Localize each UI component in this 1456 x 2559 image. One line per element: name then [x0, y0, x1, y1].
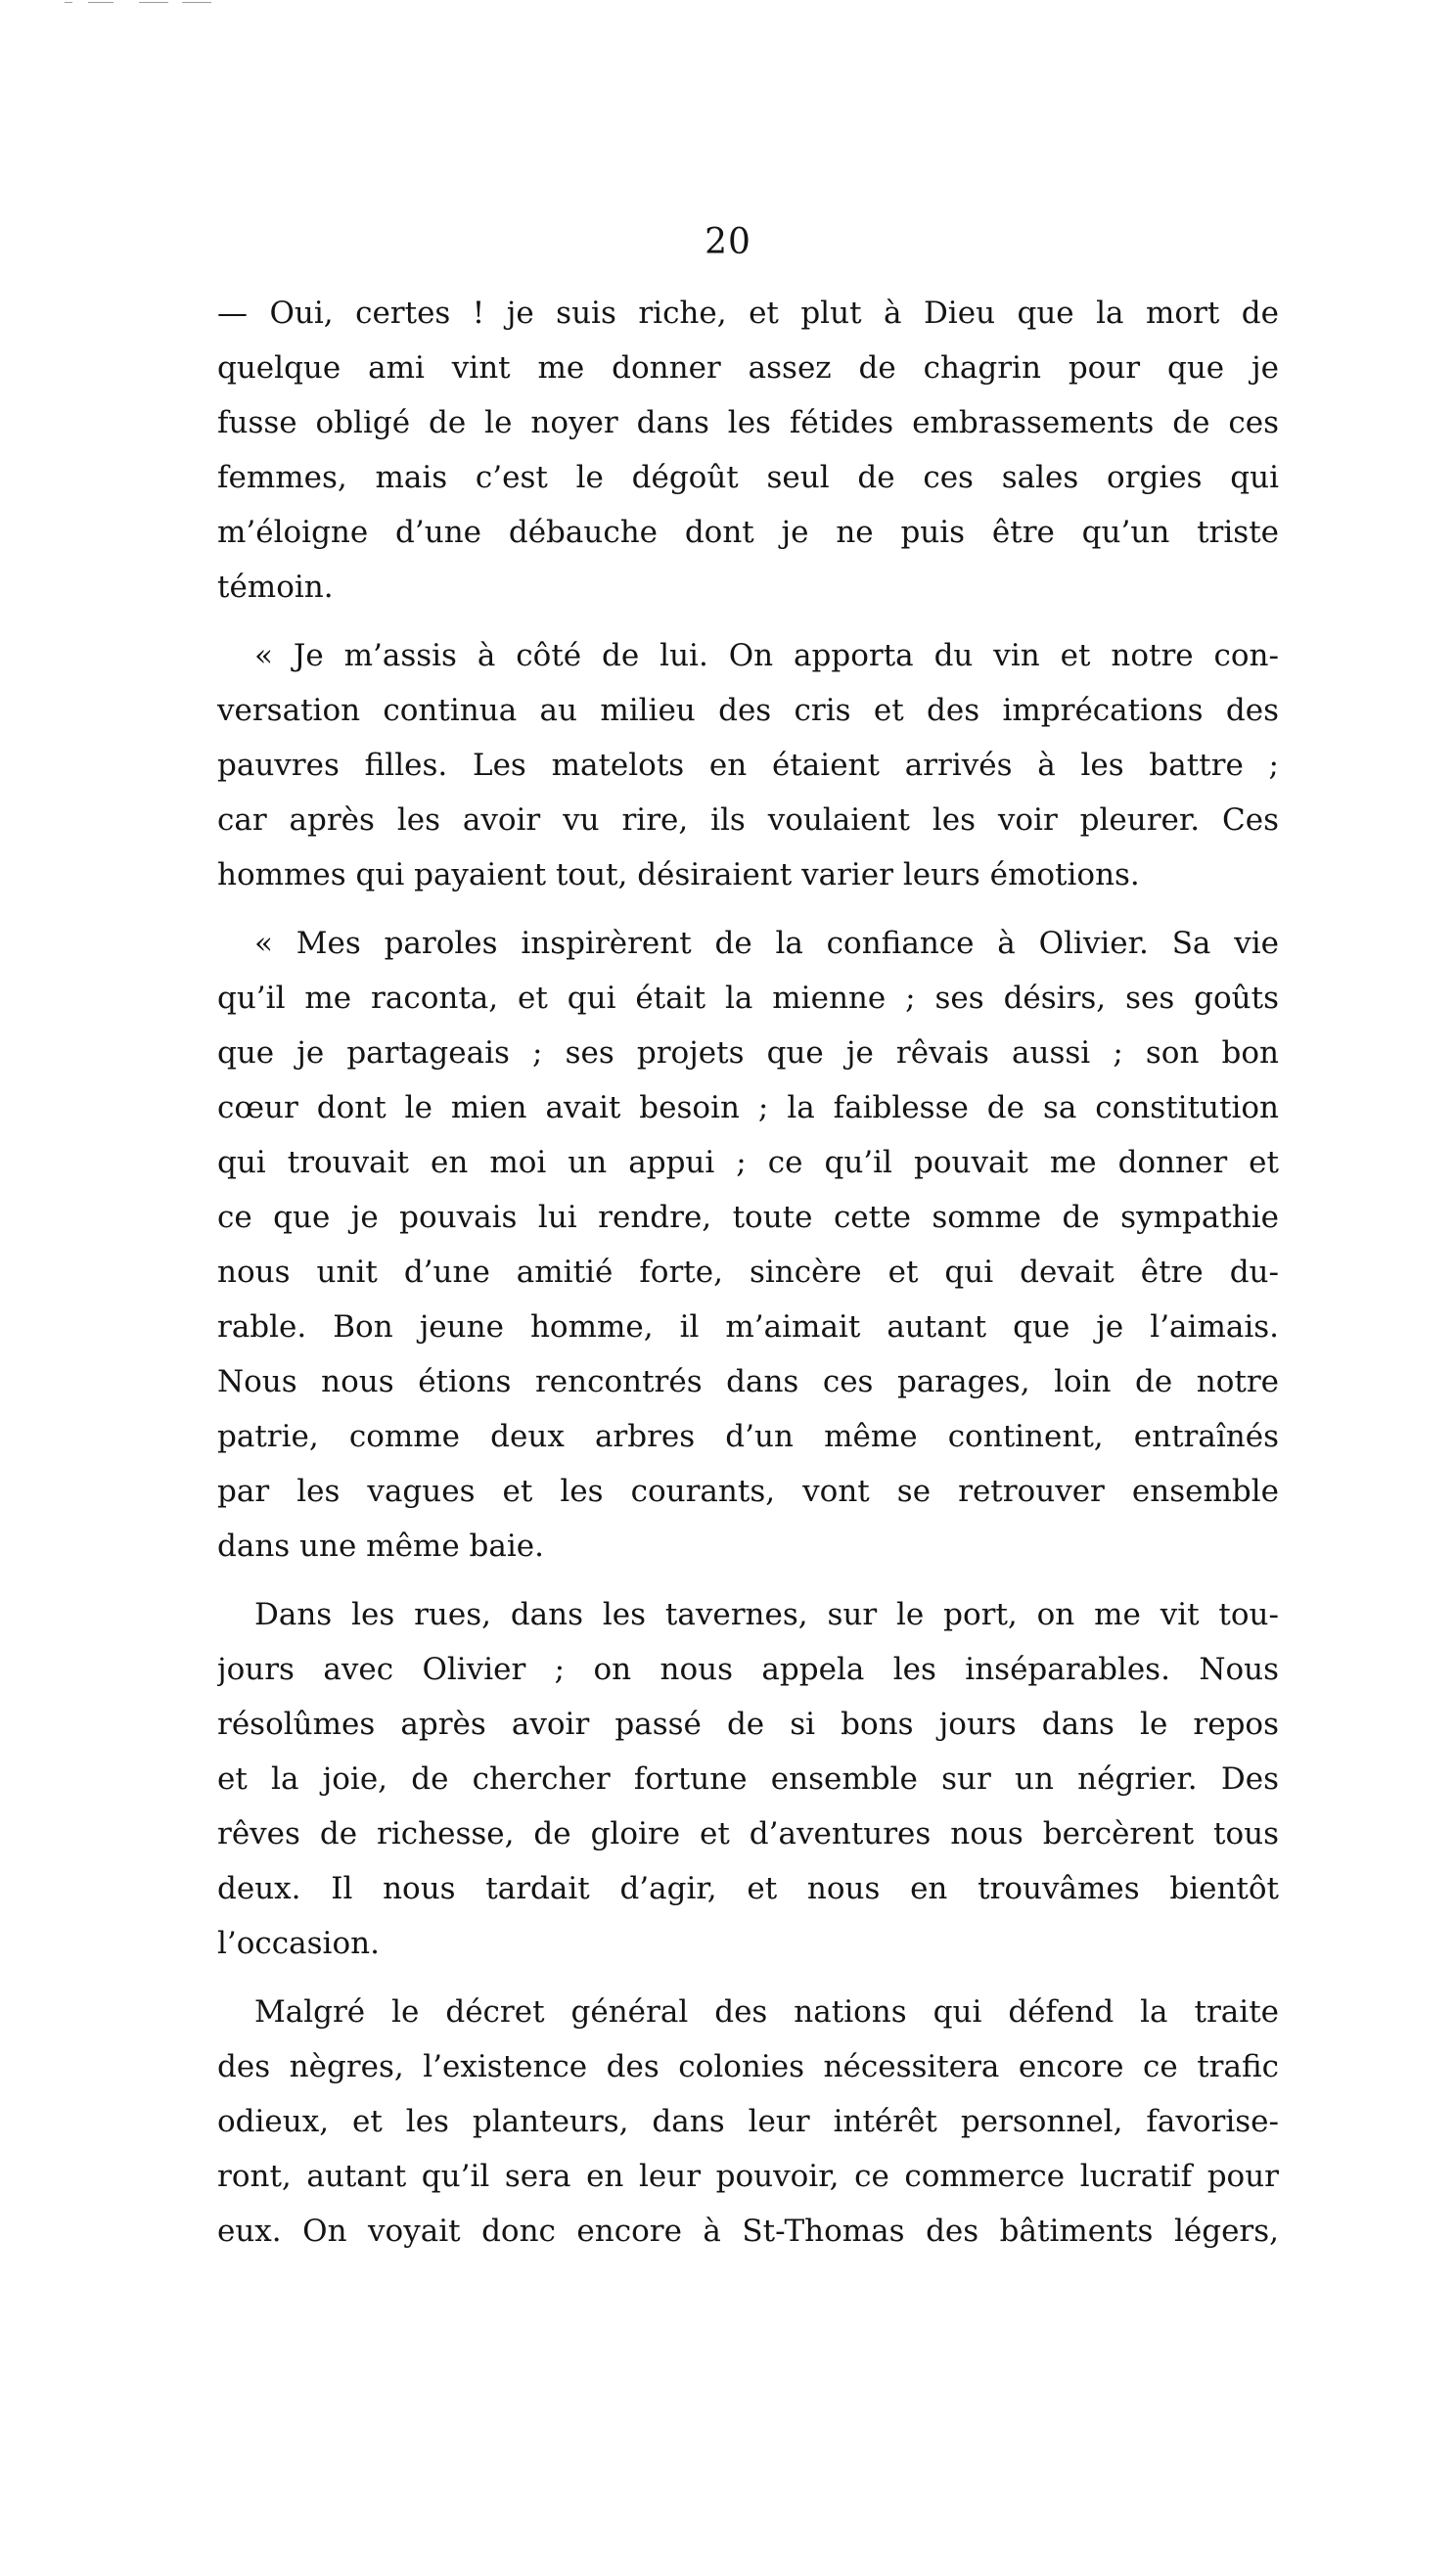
text-line: résolûmes après avoir passé de si bons jours dans le repos	[217, 1707, 1279, 1742]
text-line: témoin.	[217, 570, 334, 605]
text-line: par les vagues et les courants, vont se retrouver ensemble	[217, 1474, 1279, 1509]
text-line: fusse obligé de le noyer dans les fétides embrassements de ces	[217, 405, 1279, 440]
text-line: car après les avoir vu rire, ils voulaient les voir pleurer. Ces	[217, 802, 1279, 838]
text-line: cœur dont le mien avait besoin ; la faiblesse de sa constitution	[217, 1090, 1279, 1125]
scan-mark	[139, 2, 168, 3]
text-line: ront, autant qu’il sera en leur pouvoir, ce commerce lucratif pour	[217, 2159, 1279, 2194]
scan-mark	[65, 2, 72, 3]
text-line: Dans les rues, dans les tavernes, sur le port, on me vit tou-	[254, 1597, 1279, 1632]
paragraph	[217, 1587, 1279, 1971]
text-line: pauvres filles. Les matelots en étaient arrivés à les battre ;	[217, 748, 1279, 783]
paragraph	[217, 286, 1279, 615]
text-line: odieux, et les planteurs, dans leur intérêt personnel, favorise-	[217, 2104, 1279, 2139]
text-line: Malgré le décret général des nations qui défend la traite	[254, 1994, 1279, 2030]
text-line: eux. On voyait donc encore à St-Thomas des bâtiments légers,	[217, 2214, 1279, 2249]
text-line: dans une même baie.	[217, 1529, 544, 1564]
text-line: patrie, comme deux arbres d’un même continent, entraînés	[217, 1419, 1279, 1454]
text-line: deux. Il nous tardait d’agir, et nous en trouvâmes bientôt	[217, 1871, 1279, 1906]
text-line: Nous nous étions rencontrés dans ces parages, loin de notre	[217, 1364, 1279, 1399]
text-line: qu’il me raconta, et qui était la mienne ; ses désirs, ses goûts	[217, 981, 1279, 1016]
text-line: jours avec Olivier ; on nous appela les inséparables. Nous	[217, 1652, 1279, 1687]
text-line: femmes, mais c’est le dégoût seul de ces sales orgies qui	[217, 460, 1279, 495]
text-line: que je partageais ; ses projets que je rêvais aussi ; son bon	[217, 1035, 1279, 1071]
text-line: m’éloigne d’une débauche dont je ne puis être qu’un triste	[217, 515, 1279, 550]
text-line: et la joie, de chercher fortune ensemble sur un négrier. Des	[217, 1761, 1279, 1797]
paragraph	[217, 916, 1279, 1574]
text-line: l’occasion.	[217, 1926, 380, 1961]
page-number: 20	[705, 222, 751, 262]
body-text	[217, 286, 1279, 2272]
text-line: rêves de richesse, de gloire et d’aventures nous bercèrent tous	[217, 1816, 1279, 1851]
text-line: quelque ami vint me donner assez de chagrin pour que je	[217, 350, 1279, 386]
text-line: versation continua au milieu des cris et des imprécations des	[217, 693, 1279, 728]
text-line: — Oui, certes ! je suis riche, et plut à Dieu que la mort de	[217, 296, 1279, 331]
text-line: rable. Bon jeune homme, il m’aimait autant que je l’aimais.	[217, 1309, 1279, 1345]
scan-mark	[182, 2, 211, 3]
text-line: « Je m’assis à côté de lui. On apporta du vin et notre con-	[254, 638, 1279, 673]
text-line: hommes qui payaient tout, désiraient varier leurs émotions.	[217, 857, 1140, 892]
paragraph	[217, 628, 1279, 902]
paragraph	[217, 1985, 1279, 2259]
scan-mark	[88, 2, 114, 3]
scan-margin-marks	[59, 0, 215, 6]
text-line: ce que je pouvais lui rendre, toute cette somme de sympathie	[217, 1200, 1279, 1235]
text-line: qui trouvait en moi un appui ; ce qu’il pouvait me donner et	[217, 1145, 1279, 1180]
text-line: nous unit d’une amitié forte, sincère et qui devait être du-	[217, 1255, 1279, 1290]
text-line: des nègres, l’existence des colonies nécessitera encore ce trafic	[217, 2049, 1279, 2084]
text-line: « Mes paroles inspirèrent de la confiance à Olivier. Sa vie	[254, 926, 1279, 961]
